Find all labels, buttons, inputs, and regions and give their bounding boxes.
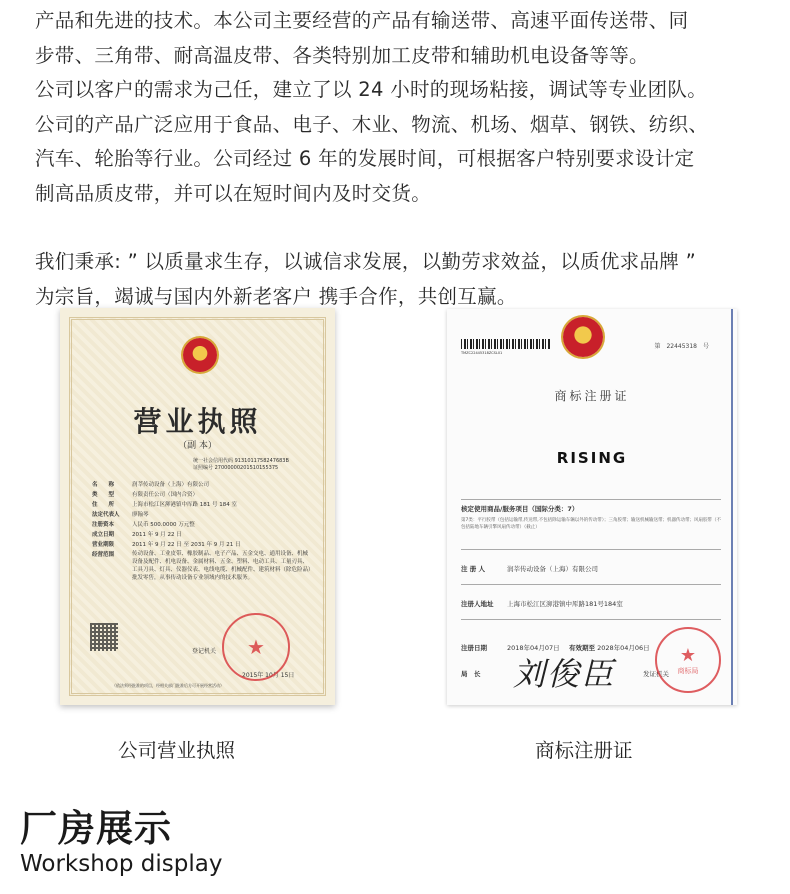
intro-line: 汽车、轮胎等行业。公司经过 6 年的发展时间，可根据客户特别要求设计定 (35, 147, 695, 170)
valid-label: 有效期至 (569, 644, 595, 652)
official-seal-icon (222, 613, 290, 681)
licence-number: 证照编号 27000000201510155375 (193, 465, 279, 471)
licence-date: 2015年 10月 15日 (242, 672, 295, 679)
field-value: 2011 年 9 月 22 日 (132, 532, 182, 538)
field-label: 类 型 (92, 492, 115, 498)
field-value: 传动设备、工业皮带、橡胶制品、电子产品、五金交电、通用设备、机械设备及配件、机电设备、金属材料、五金、塑料、电动工具、工量刃具、工具刀具、灯具、仪器仪表、电线电缆、机械配件、建筑材料（除危险品）批发零售，从事传动设备专业领域内的技术服务。 (132, 551, 311, 581)
issuer-label: 发证机关 (643, 670, 669, 678)
address-value: 上海市松江区泖港镇中厍路181号184室 (507, 600, 623, 608)
divider (461, 549, 721, 550)
trademark-certificate-image (447, 309, 737, 705)
licence-field-row (92, 530, 313, 540)
intro-text (35, 4, 770, 314)
field-label: 成立日期 (92, 532, 115, 538)
seal-center-text: 商标局 (677, 666, 699, 675)
address-row (461, 599, 723, 608)
field-label: 注册资本 (92, 522, 115, 528)
barcode-text: TMZC22445318ZCSL01 (461, 351, 503, 355)
field-label: 住 所 (92, 502, 115, 508)
philosophy-line: 为宗旨，竭诚与国内外新老客户 携手合作，共创互赢。 (35, 284, 517, 308)
registrant-value: 润莘传动设备（上海）有限公司 (507, 565, 598, 573)
licence-field-row (92, 480, 313, 490)
licence-code (193, 458, 313, 472)
trademark-office-seal-icon (655, 627, 721, 693)
licence-field-row (92, 540, 313, 550)
director-label: 局 长 (461, 670, 481, 678)
qr-code-icon (90, 623, 118, 651)
seal-star-icon: ★ (247, 635, 265, 659)
class-detail: 第7类：平行胶带（包括运输带,传送带,不包括除运输车辆以外的传动带）；三角胶带；输送机械输送带；机器传动带；风扇胶带（不包括陆地车辆引擎风扇传动带）（截止） (461, 518, 721, 530)
licence-title: 营业执照 (133, 405, 262, 438)
trademark-title: 商标注册证 (554, 389, 630, 403)
field-label: 名 称 (92, 482, 115, 488)
field-value: 廖翰琴 (132, 512, 149, 518)
field-label: 法定代表人 (92, 512, 120, 518)
intro-line: 制高品质皮带，并可以在短时间内及时交货。 (35, 181, 432, 205)
reg-date-label: 注册日期 (461, 644, 487, 652)
intro-line: 公司以客户的需求为己任，建立了以 24 小时的现场粘接，调试等专业团队。 (35, 78, 708, 101)
reg-date-value: 2018年04月07日 (507, 644, 560, 652)
certificate-border-line (731, 309, 733, 705)
field-value: 润莘传动设备（上海）有限公司 (132, 482, 210, 488)
field-label: 经营范围 (92, 552, 115, 558)
field-value: 人民币 500.0000 万元整 (132, 522, 195, 528)
licence-field-row (92, 520, 313, 530)
licence-fields (92, 480, 313, 582)
licence-caption: 公司营业执照 (118, 739, 236, 762)
intro-line: 公司的产品广泛应用于食品、电子、木业、物流、机场、烟草、钢铁、纺织、 (35, 112, 709, 136)
credit-code: 统一社会信用代码 9131011758247683B (193, 458, 289, 464)
divider (461, 619, 721, 620)
licence-footer: （依法须经批准的项目，经相关部门批准后方可开展经营活动） (112, 683, 224, 688)
registrar-label: 登记机关 (192, 648, 217, 655)
national-emblem-icon (183, 338, 217, 372)
field-label: 营业期限 (92, 542, 115, 548)
barcode-icon (461, 339, 551, 349)
registrant-label: 注 册 人 (461, 565, 486, 573)
field-value: 2011 年 9 月 22 日 至 2031 年 9 月 21 日 (132, 542, 241, 548)
licence-field-row (92, 550, 313, 582)
licence-field-row (92, 490, 313, 500)
intro-line: 产品和先进的技术。本公司主要经营的产品有输送带、高速平面传送带、同 (35, 9, 689, 32)
trademark-mark: RISING (556, 449, 628, 467)
licence-field-row (92, 510, 313, 520)
trademark-caption: 商标注册证 (535, 739, 633, 762)
trademark-number: 第 22445318 号 (654, 343, 709, 350)
divider (461, 584, 721, 585)
section-subtitle: Workshop display (20, 851, 223, 877)
licence-field-row (92, 500, 313, 510)
divider (461, 499, 721, 500)
section-title: 厂房展示 (20, 807, 172, 850)
seal-star-icon: ★ (679, 644, 697, 666)
valid-date-value: 2028年04月06日 (597, 644, 650, 652)
field-value: 上海市松江区泖港镇中厍路 181 号 184 室 (132, 502, 237, 508)
national-emblem-icon (563, 317, 603, 357)
intro-line: 步带、三角带、耐高温皮带、各类特别加工皮带和辅助机电设备等等。 (35, 43, 649, 67)
address-label: 注册人地址 (461, 600, 494, 608)
class-label: 核定使用商品/服务项目（国际分类：7） (461, 505, 579, 513)
licence-subtitle: （副 本） (178, 441, 217, 451)
trademark-class (461, 504, 723, 531)
field-value: 有限责任公司（国内合资） (132, 492, 199, 498)
philosophy-line: 我们秉承: ” 以质量求生存，以诚信求发展，以勤劳求效益，以质优求品牌 ” (35, 250, 696, 273)
registrant-row (461, 564, 723, 573)
business-licence-image (60, 308, 335, 705)
signature: 刘俊臣 (513, 655, 616, 693)
